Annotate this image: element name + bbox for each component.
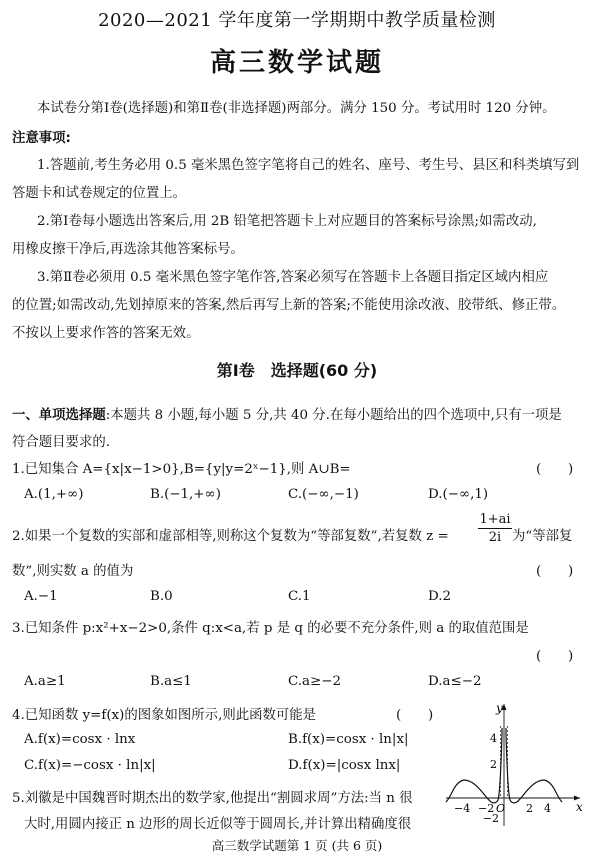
- q2-answer-paren: ( ): [536, 564, 574, 579]
- q3-option-a: A.a≥1: [24, 674, 66, 689]
- q1-option-b: B.(−1,+∞): [150, 487, 221, 502]
- q3-option-b: B.a≤1: [150, 674, 192, 689]
- q2-option-c: C.1: [288, 589, 311, 604]
- q3-answer-paren: ( ): [536, 649, 574, 664]
- q5-stem-line-2: 大时,用圆内接正 n 边形的周长近似等于圆周长,并计算出精确度很: [24, 817, 412, 832]
- note-3-line-2: 的位置;如需改动,先划掉原来的答案,然后再写上新的答案;不能使用涂改液、胶带纸、修正带。: [12, 298, 566, 313]
- x-tick-neg4: −4: [454, 802, 471, 815]
- section-title: 第Ⅰ卷 选择题(60 分): [216, 361, 378, 380]
- q5-stem-line-1: 5.刘徽是中国魏晋时期杰出的数学家,他提出“割圆求周”方法:当 n 很: [12, 791, 413, 806]
- origin-label: O: [496, 802, 506, 815]
- page-footer: 高三数学试题第 1 页 (共 6 页): [211, 838, 383, 853]
- y-tick-2: 2: [490, 758, 497, 771]
- note-3-line-3: 不按以上要求作答的答案无效。: [12, 326, 200, 341]
- q3-stem: 3.已知条件 p:x²+x−2>0,条件 q:x<a,若 p 是 q 的必要不充分条件,则 a 的取值范围是: [12, 621, 529, 636]
- part-description-line-1: [12, 404, 562, 423]
- q1-option-c: C.(−∞,−1): [288, 487, 359, 502]
- y-tick-neg2: −2: [482, 812, 499, 825]
- part-label: 一、单项选择题: [12, 408, 106, 423]
- part-desc: :本题共 8 小题,每小题 5 分,共 40 分.在每小题给出的四个选项中,只有一项是: [105, 408, 562, 423]
- q1-option-d: D.(−∞,1): [428, 487, 489, 502]
- q2-option-a: A.−1: [24, 589, 58, 604]
- q4-option-b: B.f(x)=cosx · ln|x|: [288, 732, 409, 747]
- note-3-line-1: 3.第Ⅱ卷必须用 0.5 毫米黑色签字笔作答,答案必须写在答题卡上各题目指定区域内相应: [37, 270, 549, 285]
- q2-stem-line-1: 2.如果一个复数的实部和虚部相等,则称这个复数为“等部复数”,若复数 z =: [12, 529, 449, 544]
- q1-stem: 1.已知集合 A={x|x−1>0},B={y|y=2ˣ−1},则 A∪B=: [12, 462, 351, 477]
- note-1-line-2: 答题卡和试卷规定的位置上。: [12, 186, 187, 201]
- q3-option-c: C.a≥−2: [288, 674, 341, 689]
- q2-fraction-numerator: 1+ai: [479, 512, 511, 527]
- q2-fraction-denominator: 2i: [488, 530, 502, 545]
- x-axis-label: x: [576, 800, 583, 814]
- note-2-line-1: 2.第Ⅰ卷每小题选出答案后,用 2B 铅笔把答题卡上对应题目的答案标号涂黑;如需改动,: [37, 214, 537, 229]
- q1-option-a: A.(1,+∞): [24, 487, 84, 502]
- notes-label: 注意事项:: [12, 131, 71, 146]
- q2-option-b: B.0: [150, 589, 173, 604]
- q4-function-graph: [440, 698, 585, 828]
- q4-stem: 4.已知函数 y=f(x)的图象如图所示,则此函数可能是: [12, 708, 317, 723]
- q3-option-d: D.a≤−2: [428, 674, 482, 689]
- note-1-line-1: 1.答题前,考生务必用 0.5 毫米黑色签字笔将自己的姓名、座号、考生号、县区和科类填写到: [37, 158, 580, 173]
- exam-title: 2020—2021 学年度第一学期期中教学质量检测: [98, 10, 496, 31]
- intro-line: 本试卷分第Ⅰ卷(选择题)和第Ⅱ卷(非选择题)两部分。满分 150 分。考试用时 120 分钟。: [37, 101, 556, 116]
- q4-option-d: D.f(x)=|cosx lnx|: [288, 758, 401, 773]
- x-tick-2: 2: [526, 802, 533, 815]
- part-description-line-2: 符合题目要求的.: [12, 435, 110, 450]
- y-tick-4: 4: [490, 732, 497, 745]
- x-tick-4: 4: [544, 802, 551, 815]
- y-axis-label: y: [496, 701, 503, 715]
- q2-fraction: [478, 512, 512, 545]
- note-2-line-2: 用橡皮擦干净后,再选涂其他答案标号。: [12, 242, 244, 257]
- q4-option-c: C.f(x)=−cosx · ln|x|: [24, 758, 156, 773]
- q2-stem-line-2: 数”,则实数 a 的值为: [12, 564, 134, 579]
- q4-option-a: A.f(x)=cosx · lnx: [24, 732, 136, 747]
- q1-answer-paren: ( ): [536, 462, 574, 477]
- q4-answer-paren: ( ): [396, 708, 434, 723]
- subject-title: 高三数学试题: [209, 48, 384, 78]
- q2-option-d: D.2: [428, 589, 452, 604]
- x-tick-neg2: −2: [478, 802, 495, 815]
- q2-stem-line-1-end: 为“等部复: [512, 529, 573, 544]
